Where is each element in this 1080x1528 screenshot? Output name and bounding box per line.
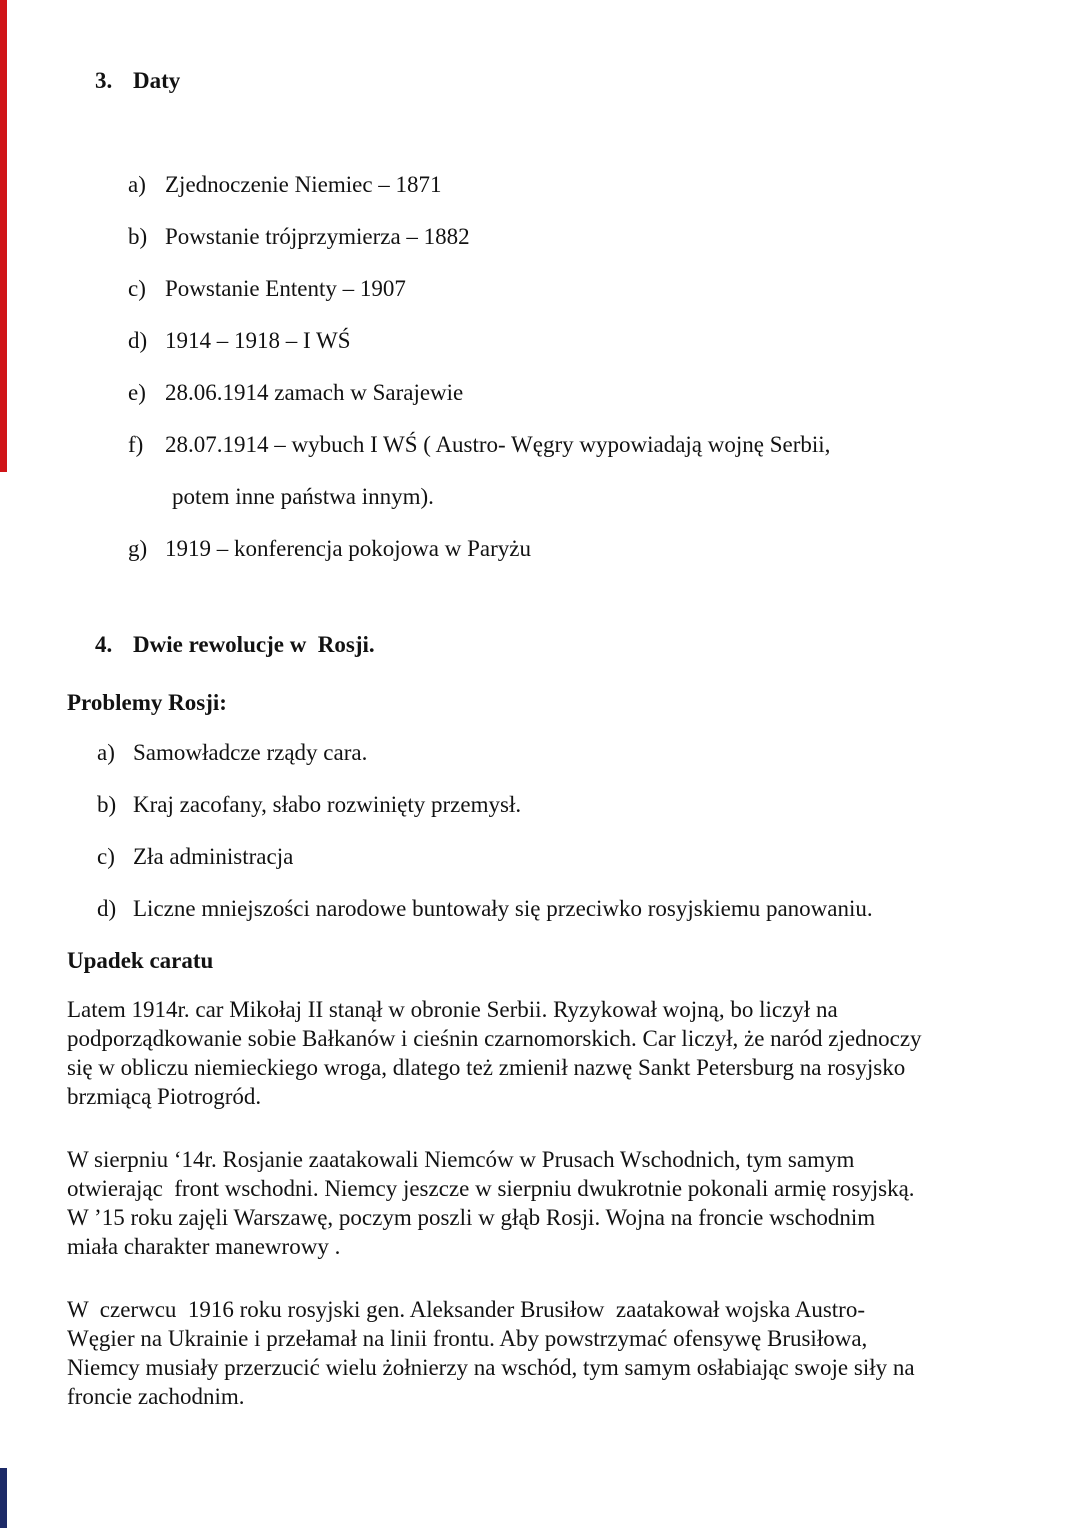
list-item — [67, 430, 1010, 460]
list-item-text: Kraj zacofany, słabo rozwinięty przemysł. — [133, 792, 522, 817]
list-item — [67, 534, 1010, 564]
page-edge-red-bar — [0, 0, 7, 472]
list-item — [67, 378, 1010, 408]
list-item-text: 28.06.1914 zamach w Sarajewie — [165, 380, 464, 405]
paragraph-line: podporządkowanie sobie Bałkanów i cieśnin czarnomorskich. Car liczył, że naród zjednoczy — [67, 1026, 922, 1051]
list-item-label: c) — [128, 276, 146, 301]
upadek-subheading: Upadek caratu — [67, 948, 214, 973]
section4-title: Dwie rewolucje w Rosji. — [133, 632, 375, 657]
list-item-text: Powstanie Ententy – 1907 — [165, 276, 406, 301]
section4-number: 4. — [95, 632, 113, 657]
paragraph-line: Węgier na Ukrainie i przełamał na linii frontu. Aby powstrzymać ofensywę Brusiłowa, — [67, 1326, 868, 1351]
list-item-label: e) — [128, 380, 146, 405]
paragraph-line: miała charakter manewrowy . — [67, 1234, 341, 1259]
list-item-label: f) — [128, 432, 144, 457]
list-item-text: Zła administracja — [133, 844, 294, 869]
list-item — [67, 326, 1010, 356]
list-item-text: Liczne mniejszości narodowe buntowały się przeciwko rosyjskiemu panowaniu. — [133, 896, 873, 921]
list-item-label: c) — [97, 844, 115, 869]
list-item-label: a) — [97, 740, 115, 765]
list-item-label: g) — [128, 536, 148, 561]
list-item — [67, 222, 1010, 252]
section3-heading — [67, 66, 1010, 96]
paragraph-upadek-2 — [67, 1145, 1010, 1261]
list-item-label: d) — [128, 328, 148, 353]
paragraph-line: Niemcy musiały przerzucić wielu żołnierzy na wschód, tym samym osłabiając swoje siły na — [67, 1355, 915, 1380]
list-item — [67, 738, 1010, 768]
section3-number: 3. — [95, 68, 113, 93]
list-item — [67, 274, 1010, 304]
problems-list — [67, 738, 1010, 924]
dates-list — [67, 170, 1010, 564]
list-item-text: 1919 – konferencja pokojowa w Paryżu — [165, 536, 531, 561]
list-item-text: Samowładcze rządy cara. — [133, 740, 368, 765]
list-item-label: b) — [128, 224, 148, 249]
list-item-text: 1914 – 1918 – I WŚ — [165, 328, 351, 353]
list-item-label: d) — [97, 896, 117, 921]
page-edge-navy-bar — [0, 1468, 7, 1528]
paragraph-line: W sierpniu ‘14r. Rosjanie zaatakowali Niemców w Prusach Wschodnich, tym samym — [67, 1147, 855, 1172]
list-item-label: b) — [97, 792, 117, 817]
section3-title: Daty — [133, 68, 181, 93]
paragraph-line: W ’15 roku zajęli Warszawę, poczym poszli w głąb Rosji. Wojna na froncie wschodnim — [67, 1205, 876, 1230]
paragraph-upadek-3 — [67, 1295, 1010, 1411]
list-item — [67, 894, 1010, 924]
paragraph-upadek-1 — [67, 995, 1010, 1111]
problems-subheading: Problemy Rosji: — [67, 690, 227, 715]
paragraph-line: otwierając front wschodni. Niemcy jeszcze w sierpniu dwukrotnie pokonali armię rosyjską. — [67, 1176, 915, 1201]
list-item — [67, 170, 1010, 200]
list-item-text: Powstanie trójprzymierza – 1882 — [165, 224, 470, 249]
list-item — [67, 842, 1010, 872]
list-item-text: 28.07.1914 – wybuch I WŚ ( Austro- Węgry wypowiadają wojnę Serbii, — [165, 432, 831, 457]
paragraph-line: się w obliczu niemieckiego wroga, dlatego też zmienił nazwę Sankt Petersburg na rosyjsko — [67, 1055, 906, 1080]
list-item-label: a) — [128, 172, 146, 197]
list-item-text: Zjednoczenie Niemiec – 1871 — [165, 172, 442, 197]
paragraph-line: froncie zachodnim. — [67, 1384, 245, 1409]
list-item-continuation: potem inne państwa innym). — [172, 484, 434, 509]
section4-heading — [67, 630, 1010, 660]
paragraph-line: Latem 1914r. car Mikołaj II stanął w obronie Serbii. Ryzykował wojną, bo liczył na — [67, 997, 838, 1022]
paragraph-line: brzmiącą Piotrogród. — [67, 1084, 262, 1109]
paragraph-line: W czerwcu 1916 roku rosyjski gen. Aleksander Brusiłow zaatakował wojska Austro- — [67, 1297, 866, 1322]
list-item — [67, 790, 1010, 820]
